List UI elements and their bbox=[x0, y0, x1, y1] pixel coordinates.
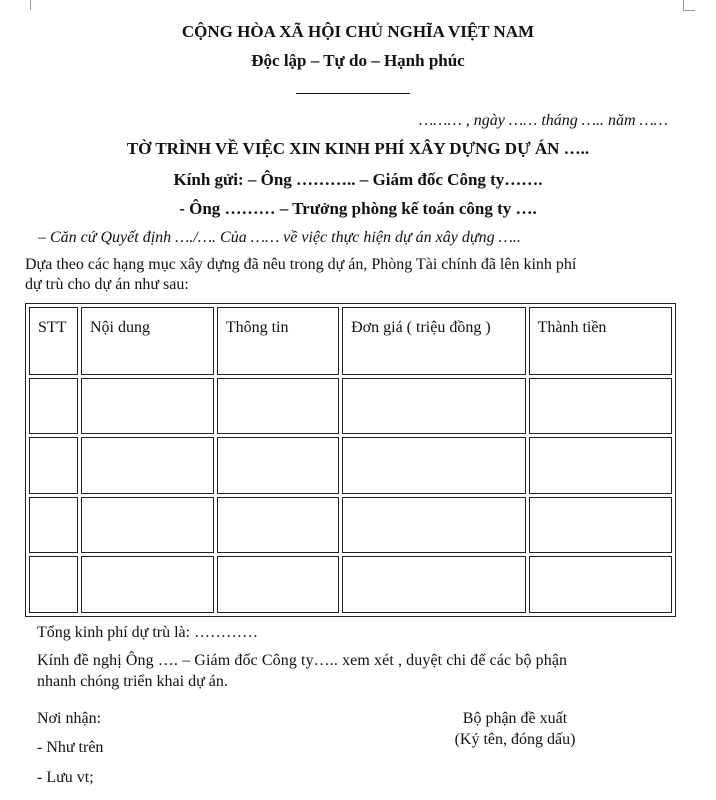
table-cell bbox=[217, 556, 339, 613]
date-line: ……… , ngày …… tháng ….. năm …… bbox=[419, 112, 668, 129]
legal-basis: – Căn cứ Quyết định …./…. Của …… về việc thực hiện dự án xây dựng ….. bbox=[38, 229, 521, 246]
table-cell bbox=[217, 437, 339, 494]
table-cell bbox=[342, 556, 525, 613]
budget-table-header-row bbox=[29, 307, 672, 375]
table-cell bbox=[81, 437, 214, 494]
recipients-label: Nơi nhận: bbox=[37, 710, 102, 727]
recipient-item-as-above: - Như trên bbox=[37, 739, 104, 756]
table-cell bbox=[29, 497, 78, 554]
table-row bbox=[29, 437, 672, 494]
table-cell bbox=[529, 556, 672, 613]
table-row bbox=[29, 556, 672, 613]
proposal-line2: nhanh chóng triển khai dự án. bbox=[37, 673, 228, 690]
header-cell-stt: STT bbox=[29, 307, 78, 375]
page-corner-mark-right bbox=[683, 0, 684, 10]
table-cell bbox=[529, 437, 672, 494]
national-motto: Độc lập – Tự do – Hạnh phúc bbox=[251, 51, 465, 70]
table-row bbox=[29, 378, 672, 435]
country-name: CỘNG HÒA XÃ HỘI CHỦ NGHĨA VIỆT NAM bbox=[181, 22, 535, 41]
page-corner-mark-left bbox=[30, 0, 31, 10]
table-cell bbox=[29, 437, 78, 494]
table-cell bbox=[342, 378, 525, 435]
page-corner-mark-right-horizontal bbox=[683, 10, 695, 11]
table-cell bbox=[529, 497, 672, 554]
budget-table bbox=[25, 303, 676, 617]
table-row bbox=[29, 497, 672, 554]
table-cell bbox=[81, 497, 214, 554]
header-cell-content: Nội dung bbox=[81, 307, 214, 375]
recipient-line-director: Kính gửi: – Ông ……….. – Giám đốc Công ty……. bbox=[173, 170, 543, 189]
table-cell bbox=[342, 497, 525, 554]
header-cell-unit-price: Đơn giá ( triệu đồng ) bbox=[342, 307, 525, 375]
recipient-item-archive: - Lưu vt; bbox=[37, 769, 94, 786]
table-cell bbox=[217, 497, 339, 554]
table-cell bbox=[217, 378, 339, 435]
proposer-title: Bộ phận đề xuất bbox=[462, 710, 568, 727]
proposal-line1: Kính đề nghị Ông …. – Giám đốc Công ty….. xem xét , duyệt chi để các bộ phận bbox=[37, 652, 568, 669]
document-title: TỜ TRÌNH VỀ VIỆC XIN KINH PHÍ XÂY DỰNG DỰ ÁN ….. bbox=[126, 139, 590, 158]
total-budget: Tổng kinh phí dự trù là: ………… bbox=[37, 624, 259, 641]
table-cell bbox=[81, 556, 214, 613]
motto-underline bbox=[296, 93, 410, 94]
signature-note: (Ký tên, đóng dấu) bbox=[454, 731, 576, 748]
recipient-line-accounting: - Ông ……… – Trưởng phòng kế toán công ty …. bbox=[179, 199, 537, 218]
table-cell bbox=[29, 556, 78, 613]
table-cell bbox=[342, 437, 525, 494]
intro-paragraph-line2: dự trù cho dự án như sau: bbox=[25, 276, 189, 293]
header-cell-amount: Thành tiền bbox=[529, 307, 672, 375]
header-cell-info: Thông tin bbox=[217, 307, 339, 375]
table-cell bbox=[29, 378, 78, 435]
table-cell bbox=[81, 378, 214, 435]
intro-paragraph-line1: Dựa theo các hạng mục xây dựng đã nêu trong dự án, Phòng Tài chính đã lên kinh phí bbox=[25, 256, 577, 273]
table-cell bbox=[529, 378, 672, 435]
